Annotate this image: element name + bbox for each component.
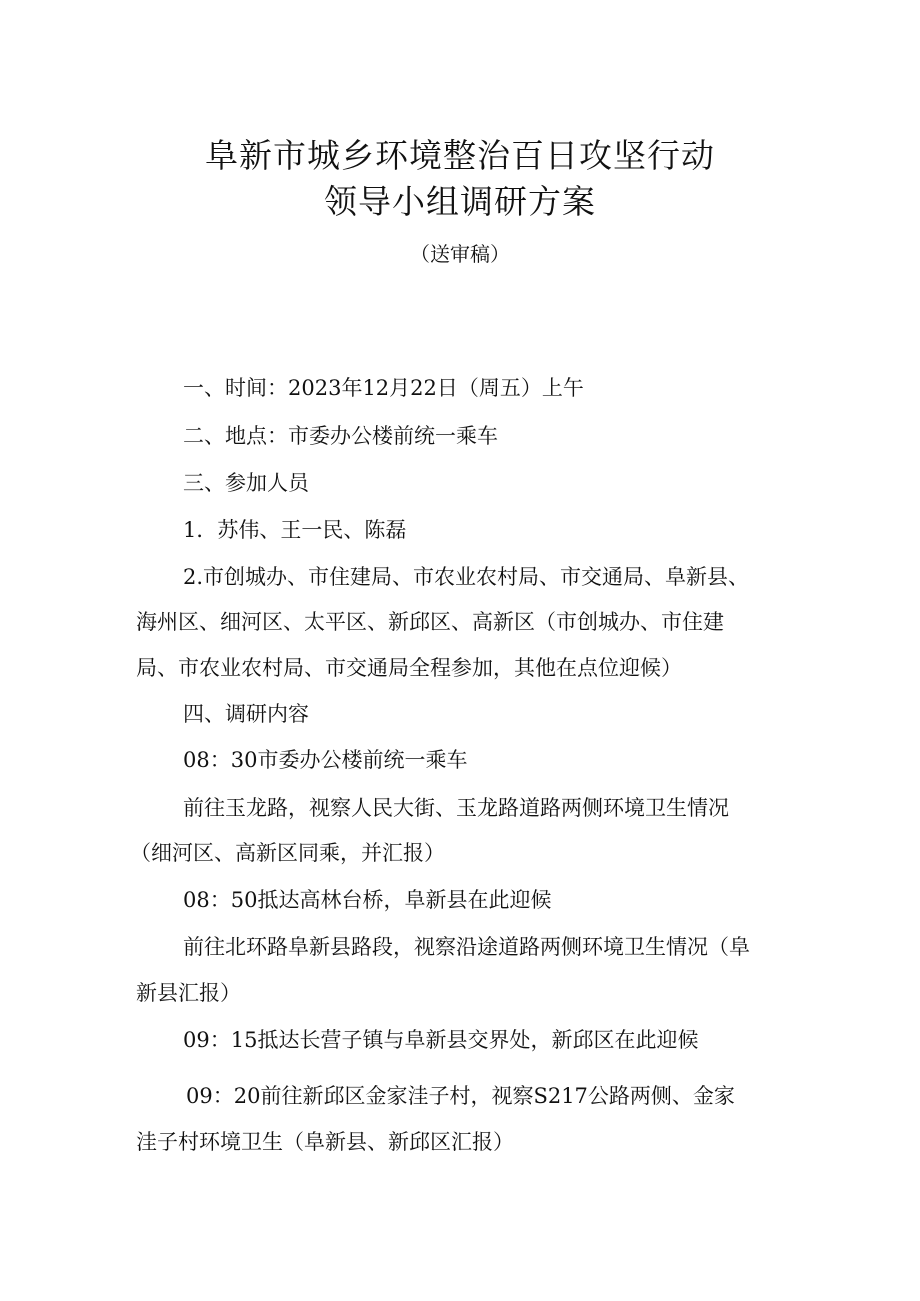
participants-item-1: 1．苏伟、王一民、陈磊 xyxy=(183,518,407,542)
section-content-heading: 四、调研内容 xyxy=(183,702,309,726)
document-title-line2: 领导小组调研方案 xyxy=(324,182,596,221)
section-time: 一、时间：2023年12月22日（周五）上午 xyxy=(183,376,584,400)
section-location: 二、地点：市委办公楼前统一乘车 xyxy=(183,424,498,448)
schedule-0850: 08：50抵达高林台桥，阜新县在此迎候 xyxy=(183,888,552,912)
document-title-line1: 阜新市城乡环境整治百日攻坚行动 xyxy=(205,136,715,175)
schedule-0830-detail-line2: （细河区、高新区同乘，并汇报） xyxy=(130,841,445,865)
document-subtitle: （送审稿） xyxy=(410,242,510,266)
schedule-0830: 08：30市委办公楼前统一乘车 xyxy=(183,748,468,772)
schedule-0830-detail-line1: 前往玉龙路，视察人民大街、玉龙路道路两侧环境卫生情况 xyxy=(183,796,729,820)
schedule-0850-detail-line2: 新县汇报） xyxy=(136,981,241,1005)
schedule-0920-line2: 洼子村环境卫生（阜新县、新邱区汇报） xyxy=(136,1130,514,1154)
participants-item-2-line3: 局、市农业农村局、市交通局全程参加，其他在点位迎候） xyxy=(136,656,682,680)
schedule-0850-detail-line1: 前往北环路阜新县路段，视察沿途道路两侧环境卫生情况（阜 xyxy=(183,935,750,959)
schedule-0915: 09：15抵达长营子镇与阜新县交界处，新邱区在此迎候 xyxy=(183,1028,699,1052)
section-participants-heading: 三、参加人员 xyxy=(183,471,309,495)
schedule-0920-line1: 09：20前往新邱区金家洼子村，视察S217公路两侧、金家 xyxy=(186,1084,735,1108)
participants-item-2-line1: 2.市创城办、市住建局、市农业农村局、市交通局、阜新县、 xyxy=(183,565,750,589)
participants-item-2-line2: 海州区、细河区、太平区、新邱区、高新区（市创城办、市住建 xyxy=(136,610,724,634)
